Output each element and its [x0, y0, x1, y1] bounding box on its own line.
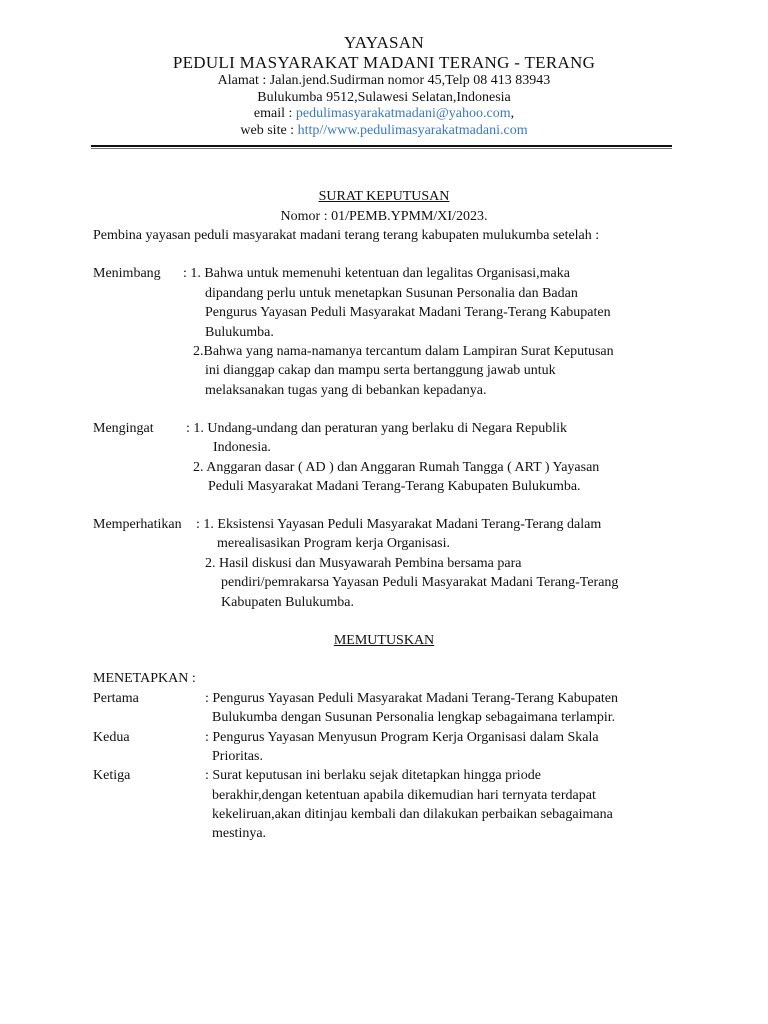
memperhatikan-label: Memperhatikan — [93, 517, 182, 532]
memperhatikan-item1-line2: merealisasikan Program kerja Organisasi. — [217, 536, 451, 551]
decree-title: SURAT KEPUTUSAN — [318, 189, 450, 204]
menimbang-item1-line3: Pengurus Yayasan Peduli Masyarakat Madani Terang-Terang Kabupaten — [205, 305, 611, 320]
mengingat-label: Mengingat — [93, 421, 154, 436]
mengingat-item2-line2: Peduli Masyarakat Madani Terang-Terang Kabupaten Bulukumba. — [208, 479, 581, 494]
address-line1: Alamat : Jalan.jend.Sudirman nomor 45,Telp 08 413 83943 — [217, 73, 551, 88]
memutuskan-heading: MEMUTUSKAN — [333, 633, 435, 648]
website-label: web site : — [240, 122, 298, 138]
letterhead — [0, 33, 768, 139]
menetapkan-heading: MENETAPKAN : — [93, 671, 196, 686]
letterhead-divider — [91, 145, 672, 147]
kedua-line1: : Pengurus Yayasan Menyusun Program Kerja Organisasi dalam Skala — [205, 730, 599, 745]
email-link[interactable]: pedulimasyarakatmadani@yahoo.com — [295, 106, 511, 121]
email-line — [0, 106, 768, 123]
memperhatikan-item2-line1: 2. Hasil diskusi dan Musyawarah Pembina bersama para — [205, 556, 522, 571]
pertama-line2: Bulukumba dengan Susunan Personalia lengkap sebagaimana terlampir. — [212, 710, 616, 725]
menimbang-label: Menimbang — [93, 266, 161, 281]
pertama-label: Pertama — [93, 691, 139, 706]
website-link[interactable]: http//www.pedulimasyarakatmadani.com — [297, 122, 528, 138]
mengingat-item1-line1: : 1. Undang-undang dan peraturan yang berlaku di Negara Republik — [186, 421, 567, 436]
org-name-line2: PEDULI MASYARAKAT MADANI TERANG - TERANG — [172, 53, 596, 72]
ketiga-line1: : Surat keputusan ini berlaku sejak ditetapkan hingga priode — [205, 768, 541, 783]
address-line2: Bulukumba 9512,Sulawesi Selatan,Indonesia — [257, 89, 511, 105]
memperhatikan-item1-line1: : 1. Eksistensi Yayasan Peduli Masyarakat Madani Terang-Terang dalam — [196, 517, 602, 532]
kedua-label: Kedua — [93, 730, 130, 745]
kedua-line2: Prioritas. — [212, 749, 263, 764]
menimbang-item1-line1: : 1. Bahwa untuk memenuhi ketentuan dan legalitas Organisasi,maka — [183, 266, 570, 281]
menimbang-item1-line2: dipandang perlu untuk menetapkan Susunan Personalia dan Badan — [205, 286, 578, 301]
mengingat-item2-line1: 2. Anggaran dasar ( AD ) dan Anggaran Rumah Tangga ( ART ) Yayasan — [193, 460, 600, 475]
memperhatikan-item2-line2: pendiri/pemrakarsa Yayasan Peduli Masyarakat Madani Terang-Terang — [221, 575, 619, 590]
ketiga-line4: mestinya. — [212, 826, 267, 841]
decree-intro: Pembina yayasan peduli masyarakat madani terang terang kabupaten mulukumba setelah : — [93, 228, 600, 243]
letterhead-divider-thin — [91, 148, 672, 149]
ketiga-label: Ketiga — [93, 768, 131, 783]
ketiga-line2: berakhir,dengan ketentuan apabila dikemudian hari ternyata terdapat — [212, 788, 596, 803]
email-label: email : — [253, 106, 296, 121]
menimbang-item2-line2: ini dianggap cakap dan mampu serta bertanggung jawab untuk — [205, 363, 556, 378]
ketiga-line3: kekeliruan,akan ditinjau kembali dan dilakukan perbaikan sebagaimana — [212, 807, 613, 822]
email-suffix: , — [510, 106, 515, 121]
memperhatikan-item2-line3: Kabupaten Bulukumba. — [221, 595, 354, 610]
menimbang-item1-line4: Bulukumba. — [205, 325, 274, 340]
decree-number: Nomor : 01/PEMB.YPMM/XI/2023. — [280, 209, 488, 224]
menimbang-item2-line1: 2.Bahwa yang nama-namanya tercantum dalam Lampiran Surat Keputusan — [193, 344, 614, 359]
mengingat-item1-line2: Indonesia. — [213, 440, 271, 455]
website-line — [0, 123, 768, 140]
menimbang-item2-line3: melaksanakan tugas yang di bebankan kepadanya. — [205, 383, 487, 398]
org-name-line1: YAYASAN — [344, 33, 424, 52]
pertama-line1: : Pengurus Yayasan Peduli Masyarakat Madani Terang-Terang Kabupaten — [205, 691, 619, 706]
